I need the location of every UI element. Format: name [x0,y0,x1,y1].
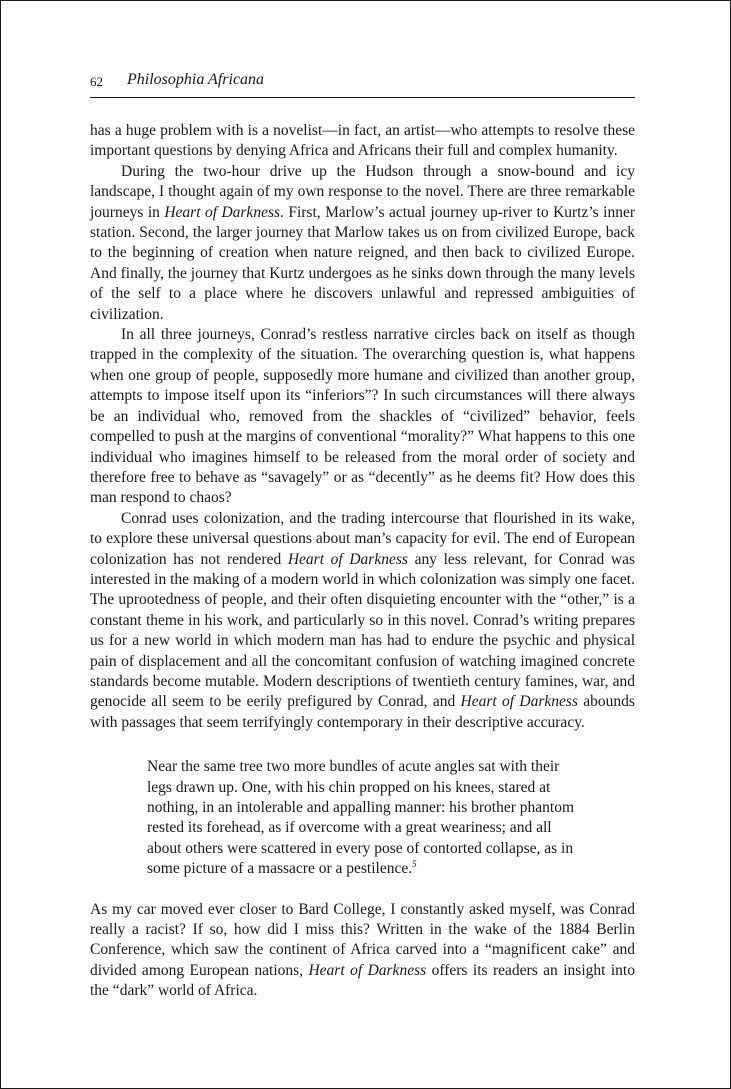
book-title-italic: Heart of Darkness [460,693,578,711]
block-quote-text: Near the same tree two more bundles of acute angles sat with their legs drawn up. One, with his chin propped on his knees, stared at nothing, in an intolerable and appalling manner: his brother phantom rested its forehead, as if overcome with a great weariness; and all about others were scattered in every pose of contorted collapse, as in some picture of a massacre or a pestilence. [147,758,575,878]
body-text [90,121,635,1002]
book-title-italic: Heart of Darkness [164,203,281,221]
paragraph-4-text-a: Conrad uses colonization, and the trading intercourse that flourished in its wake, to explore these universal questions about man’s capacity for evil. The end of European colonization has not rendered [90,509,635,568]
paragraph-3-text: In all three journeys, Conrad’s restless narrative circles back on itself as though trapped in the complexity of the situation. The overarching question is, what happens when one group of people, supposedly more humane and civilized than another group, attempts to impose itself upon its “inferiors”? In such circumstances will there always be an individual who, removed from the shackles of “civilized” behavior, feels compelled to push at the margins of conventional “morality?” What happens to this one individual who imagines himself to be released from the moral order of society and therefore free to behave as “savagely” or as “decently” as he deems fit? How does this man respond to chaos? [90,326,635,507]
paragraph-5-text-a: As my car moved ever closer to Bard College, I constantly asked myself, was Conrad really a racist? If so, how did I miss this? Written in the wake of the 1884 Berlin Conference, which saw the continent of Africa carved into a “magnificent cake” and divided among European nations, [90,900,635,979]
block-quote [147,757,577,879]
footnote-reference[interactable]: 5 [412,859,417,870]
paragraph-5 [90,900,635,1002]
paragraph-4-text-e: abounds with passages that seem terrifyingly contemporary in their descriptive accuracy. [90,693,635,731]
paragraph-2-text-c: . First, Marlow’s actual journey up-river to Kurtz’s inner station. Second, the larger journey that Marlow takes us on from civilized Europe, back to the beginning of creation when nature reigned, and then back to civilized Europe. And finally, the journey that Kurtz undergoes as he sinks down through the many levels of the self to a place where he discovers unlawful and repressed ambiguities of civilization. [90,203,635,323]
paragraph-1-text: has a huge problem with is a novelist—in fact, an artist—who attempts to resolve these important questions by denying Africa and Africans their full and complex humanity. [90,122,635,160]
page-number: 62 [90,74,103,89]
paragraph-5-text-c: offers its readers an insight into the “dark” world of Africa. [90,961,635,1000]
paragraph-3 [90,325,635,509]
paragraph-2-text-a: During the two-hour drive up the Hudson through a snow-bound and icy landscape, I thought again of my own response to the novel. There are three remarkable journeys in [90,162,635,221]
paragraph-4-text-c: any less relevant, for Conrad was interested in the making of a modern world in which colonization was simply one facet. The uprootedness of people, and their often disquieting encounter with the “other,” is a constant theme in his work, and particularly so in this novel. Conrad’s writing prepares us for a new world in which modern man has had to endure the psychic and physical pain of displacement and all the concomitant confusion of watching imagined concrete standards become mutable. Modern descriptions of twentieth century famines, war, and genocide all seem to be eerily prefigured by Conrad, and [90,550,635,711]
book-title-italic: Heart of Darkness [308,961,427,979]
journal-title: Philosophia Africana [127,71,265,88]
running-header [90,71,635,98]
paragraph-4 [90,509,635,733]
paragraph-1 [90,121,635,162]
book-title-italic: Heart of Darkness [287,550,408,568]
paragraph-2 [90,162,635,325]
